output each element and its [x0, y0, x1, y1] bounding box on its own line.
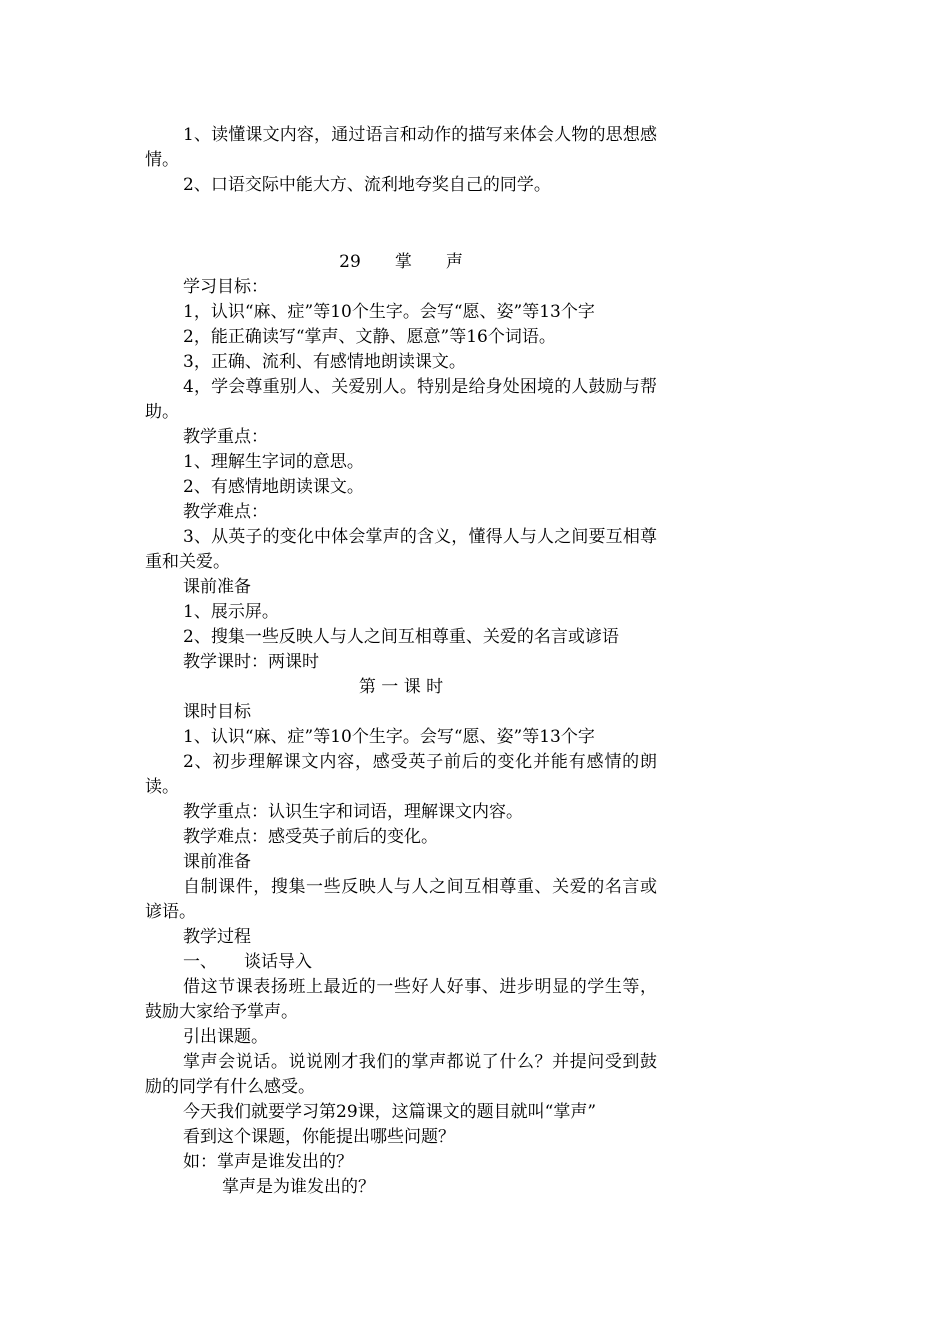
- body-line: 今天我们就要学习第29课，这篇课文的题目就叫“掌声”: [183, 1102, 597, 1122]
- body-line: 自制课件，搜集一些反映人与人之间互相尊重、关爱的名言或谚语。: [145, 877, 657, 922]
- body-line: 教学难点：: [183, 502, 268, 522]
- body-line: 学习目标：: [183, 277, 268, 297]
- body-line: 教学重点：认识生字和词语，理解课文内容。: [183, 802, 523, 822]
- spacer: [145, 198, 657, 250]
- lesson-number: 29: [339, 252, 361, 272]
- lesson-title-char-2: 声: [445, 252, 463, 272]
- body-line: 2，能正确读写“掌声、文静、愿意”等16个词语。: [183, 327, 556, 347]
- lesson-title-char-1: 掌: [394, 252, 412, 272]
- body-line: 1、理解生字词的意思。: [183, 452, 364, 472]
- body-line: 3、从英子的变化中体会掌声的含义，懂得人与人之间要互相尊重和关爱。: [145, 527, 657, 572]
- body-line: 掌声会说话。说说刚才我们的掌声都说了什么？并提问受到鼓励的同学有什么感受。: [145, 1052, 657, 1097]
- body-line: 1，认识“麻、症”等10个生字。会写“愿、姿”等13个字: [183, 302, 595, 322]
- body-line: 教学重点：: [183, 427, 268, 447]
- body-line: 2、搜集一些反映人与人之间互相尊重、关爱的名言或谚语: [183, 627, 619, 647]
- intro-paragraph-1: 1、读懂课文内容，通过语言和动作的描写来体会人物的思想感情。: [145, 125, 657, 170]
- body-line: 教学难点：感受英子前后的变化。: [183, 827, 438, 847]
- section-heading: 第 一 课 时: [358, 677, 444, 697]
- document-page: [145, 123, 657, 1200]
- body-line: 一、 谈话导入: [183, 952, 313, 972]
- body-line-last: 掌声是为谁发出的？: [222, 1177, 375, 1197]
- body-line: 3，正确、流利、有感情地朗读课文。: [183, 352, 466, 372]
- body-line: 课前准备: [183, 852, 251, 872]
- body-line: 1、展示屏。: [183, 602, 279, 622]
- body-line: 教学课时：两课时: [183, 652, 319, 672]
- body-line: 引出课题。: [183, 1027, 268, 1047]
- body-line: 4，学会尊重别人、关爱别人。特别是给身处困境的人鼓励与帮助。: [145, 377, 657, 422]
- lesson-title: [145, 250, 657, 275]
- body-line: 如：掌声是谁发出的？: [183, 1152, 353, 1172]
- body-line: 2、有感情地朗读课文。: [183, 477, 364, 497]
- body-line: 课时目标: [183, 702, 251, 722]
- intro-paragraph-2: 2、口语交际中能大方、流利地夸奖自己的同学。: [183, 175, 551, 195]
- body-line: 教学过程: [183, 927, 251, 947]
- body-line: 1、认识“麻、症”等10个生字。会写“愿、姿”等13个字: [183, 727, 595, 747]
- body-line: 借这节课表扬班上最近的一些好人好事、进步明显的学生等，鼓励大家给予掌声。: [145, 977, 657, 1022]
- body-line: 看到这个课题，你能提出哪些问题？: [183, 1127, 455, 1147]
- body-line: 2、初步理解课文内容，感受英子前后的变化并能有感情的朗读。: [145, 752, 657, 797]
- body-line: 课前准备: [183, 577, 251, 597]
